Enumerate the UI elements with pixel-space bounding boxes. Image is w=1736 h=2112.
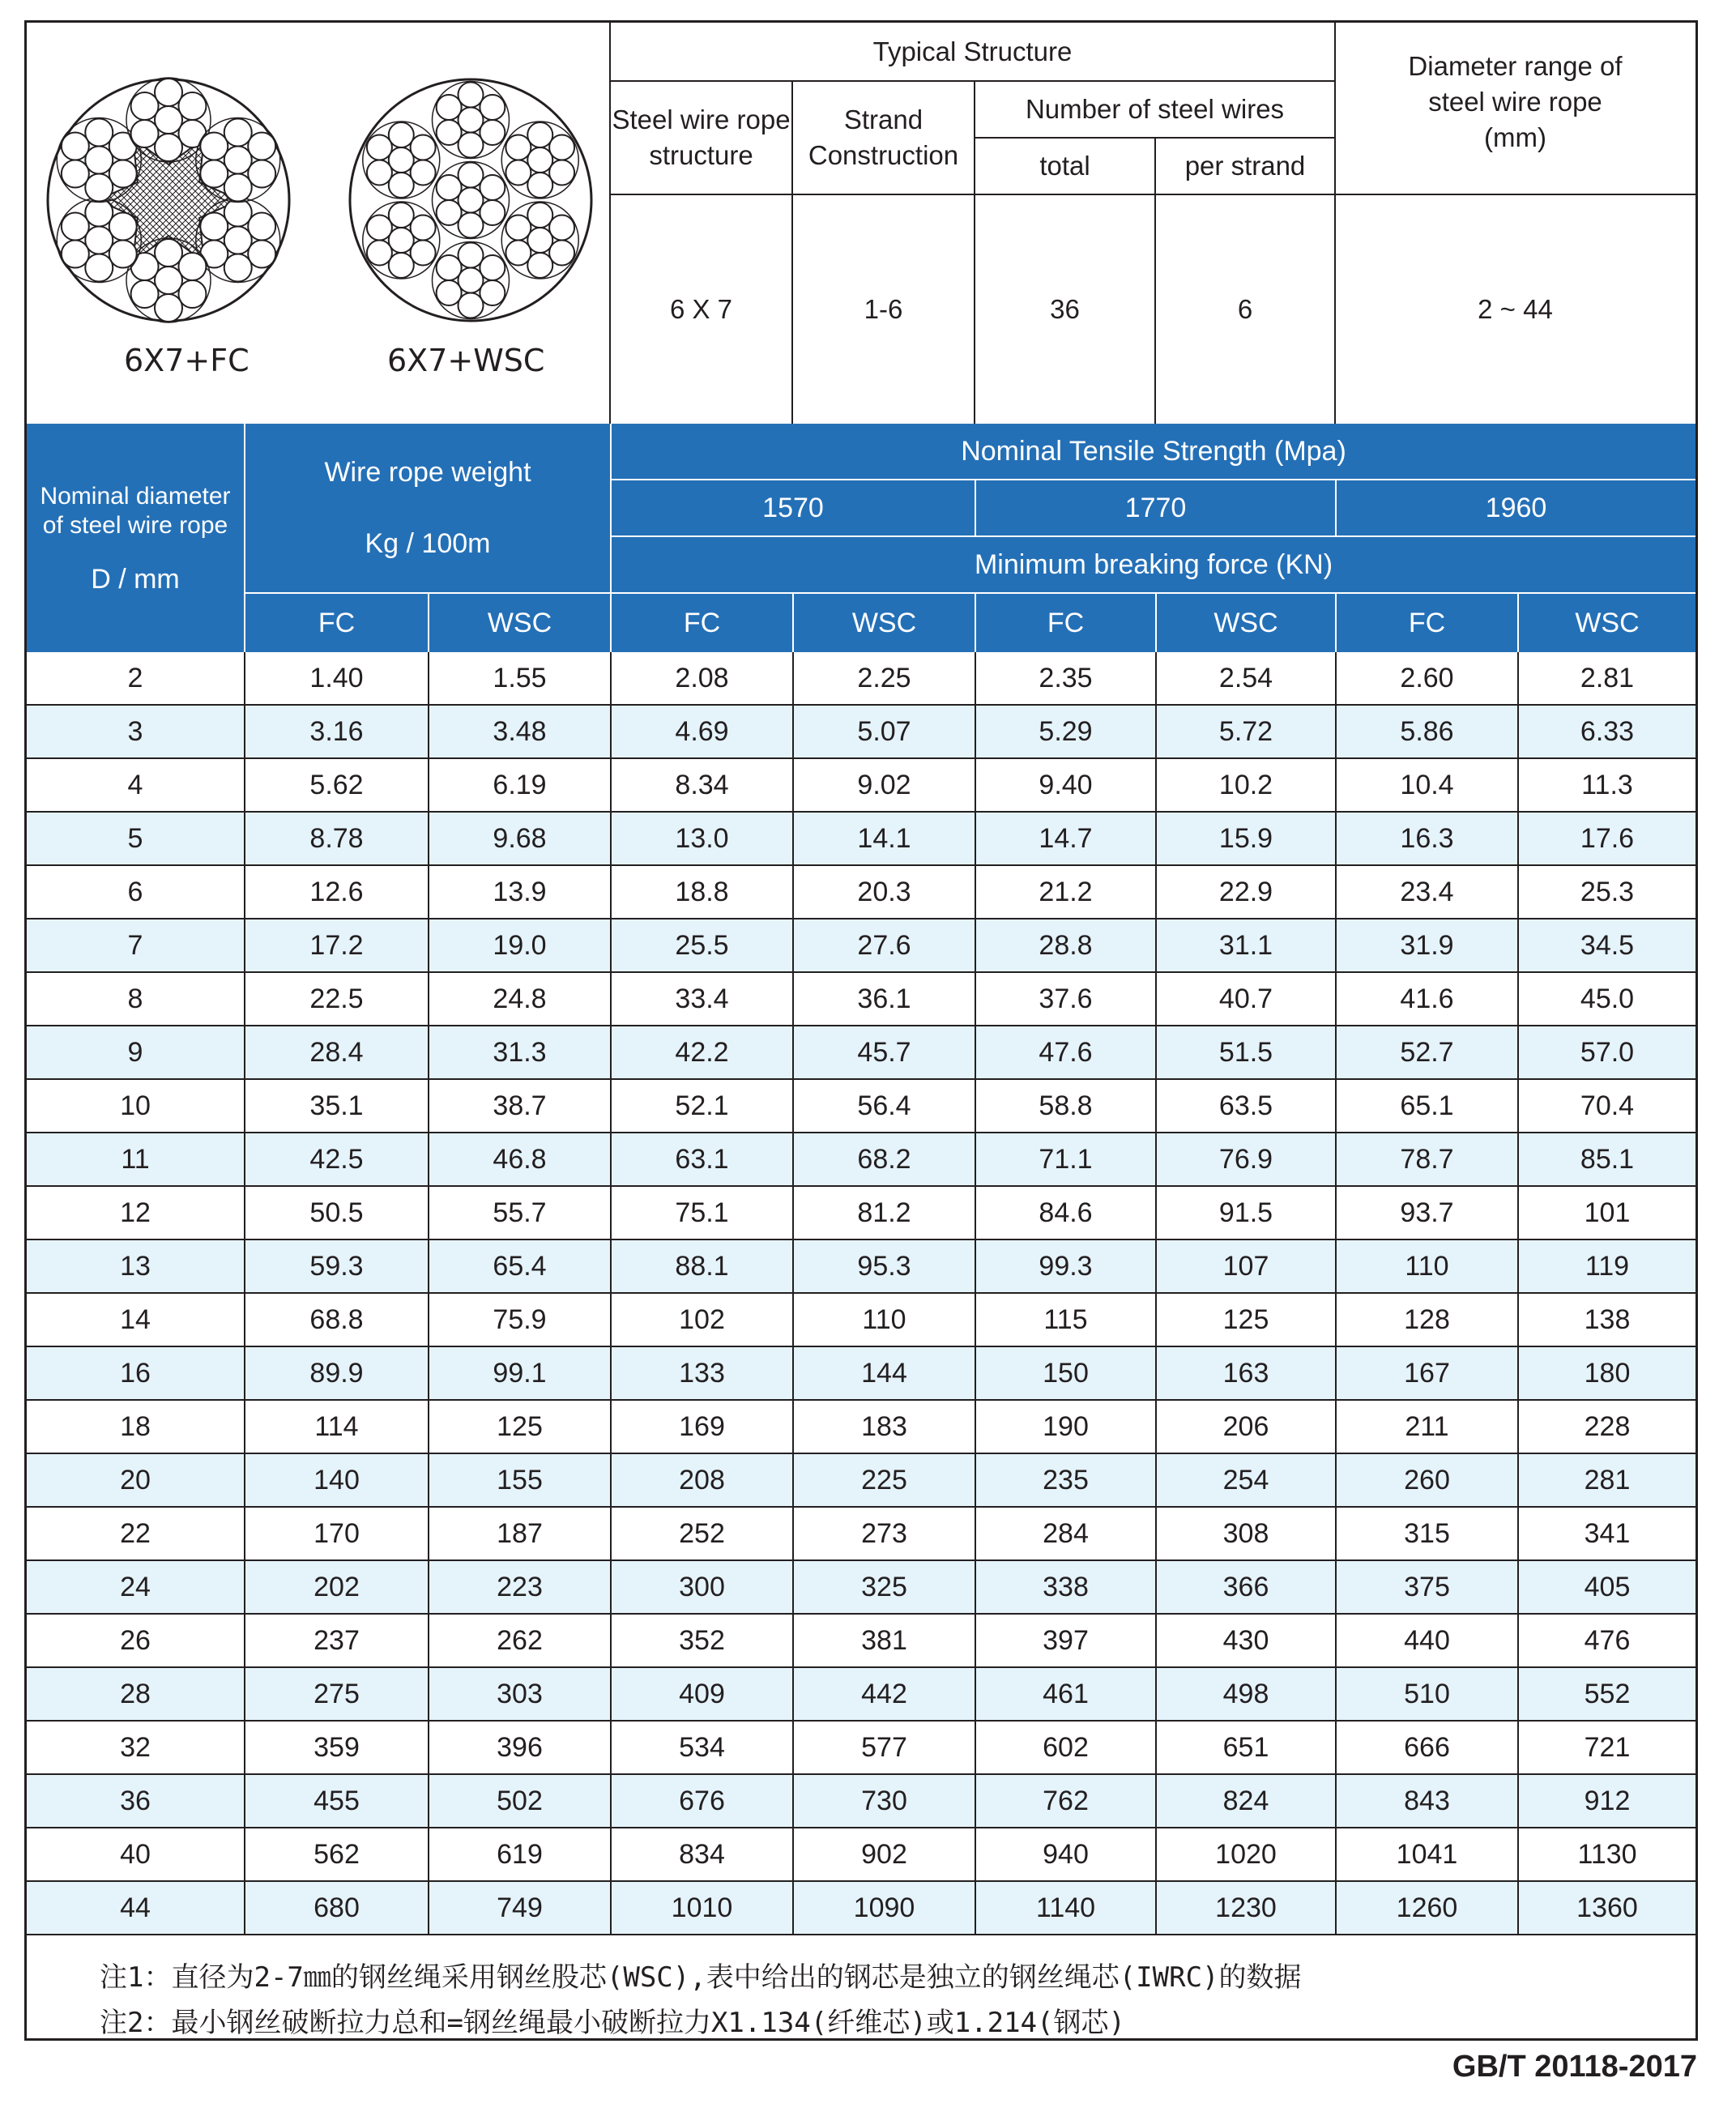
cell-1570-fc: 13.0: [612, 813, 794, 864]
rope-structure-header: [610, 81, 792, 194]
cell-1570-wsc: 2.25: [794, 652, 976, 704]
cell-1570-wsc: 56.4: [794, 1080, 976, 1132]
cell-diameter: 18: [27, 1401, 245, 1453]
cell-diameter: 6: [27, 866, 245, 918]
cell-weight-wsc: 6.19: [429, 759, 612, 811]
spec-sheet: [24, 20, 1698, 2041]
cell-1570-wsc: 442: [794, 1668, 976, 1720]
cell-diameter: 16: [27, 1347, 245, 1399]
strand-construction-header-line2: Construction: [808, 140, 959, 170]
cell-1570-fc: 63.1: [612, 1133, 794, 1185]
cell-weight-wsc: 46.8: [429, 1133, 612, 1185]
table-header: [27, 424, 1695, 652]
cell-1770-wsc: 651: [1157, 1722, 1337, 1773]
notes: [27, 1937, 1695, 2038]
grade-1960-wsc-header: WSC: [1575, 608, 1640, 638]
cell-1770-fc: 150: [976, 1347, 1157, 1399]
cell-1960-wsc: 552: [1584, 1678, 1631, 1709]
table-row: [27, 1347, 1695, 1401]
rope-structure-header-line1: Steel wire rope: [612, 105, 791, 134]
cell-1770-wsc: 15.9: [1157, 813, 1337, 864]
per-strand-header: per strand: [1184, 151, 1306, 181]
cell-1770-wsc: 22.9: [1157, 866, 1337, 918]
cell-1960-wsc: 1130: [1577, 1838, 1637, 1870]
cell-1960-fc: 10.4: [1337, 759, 1519, 811]
cell-weight-wsc: 1.55: [429, 652, 612, 704]
cell-1770-fc: 47.6: [976, 1026, 1157, 1078]
cell-1570-fc: 133: [612, 1347, 794, 1399]
table-row: [27, 1240, 1695, 1294]
weight-header-line1: Wire rope weight: [324, 457, 531, 488]
total-value: 36: [1050, 293, 1080, 324]
diameter-range-header-line1: Diameter range of: [1408, 51, 1623, 81]
cell-weight-wsc: 65.4: [429, 1240, 612, 1292]
cell-1770-wsc: 1020: [1157, 1828, 1337, 1880]
cell-1960-wsc: 2.81: [1580, 662, 1635, 693]
weight-header-line2: Kg / 100m: [365, 528, 491, 559]
table-row: [27, 1133, 1695, 1187]
cell-1770-fc: 9.40: [976, 759, 1157, 811]
table-row: [27, 1080, 1695, 1133]
cell-1770-fc: 284: [976, 1508, 1157, 1559]
cell-diameter: 2: [27, 652, 245, 704]
cell-weight-fc: 140: [245, 1454, 429, 1506]
cell-1960-fc: 375: [1337, 1561, 1519, 1613]
min-breaking-force-header: Minimum breaking force (KN): [974, 549, 1333, 580]
cell-1770-fc: 14.7: [976, 813, 1157, 864]
diameter-range-header-line2: steel wire rope: [1428, 87, 1602, 117]
cell-1570-wsc: 5.07: [794, 706, 976, 757]
table-row: [27, 1615, 1695, 1668]
cell-diameter: 12: [27, 1187, 245, 1239]
cell-1570-wsc: 144: [794, 1347, 976, 1399]
cell-1770-fc: 21.2: [976, 866, 1157, 918]
cell-weight-fc: 68.8: [245, 1294, 429, 1346]
cell-1960-fc: 440: [1337, 1615, 1519, 1666]
total-header: total: [1039, 151, 1090, 181]
cell-1770-wsc: 107: [1157, 1240, 1337, 1292]
cell-1960-fc: 167: [1337, 1347, 1519, 1399]
cell-1770-wsc: 206: [1157, 1401, 1337, 1453]
standard-code: GB/T 20118-2017: [1452, 2050, 1697, 2084]
cell-1770-fc: 602: [976, 1722, 1157, 1773]
cell-weight-fc: 562: [245, 1828, 429, 1880]
cell-weight-wsc: 187: [429, 1508, 612, 1559]
table-row: [27, 652, 1695, 706]
cell-diameter: 32: [27, 1722, 245, 1773]
cell-1960-fc: 1260: [1337, 1882, 1519, 1934]
cell-1770-wsc: 91.5: [1157, 1187, 1337, 1239]
cell-weight-fc: 17.2: [245, 919, 429, 971]
cell-weight-wsc: 619: [429, 1828, 612, 1880]
cell-weight-wsc: 262: [429, 1615, 612, 1666]
cell-1960-fc: 5.86: [1337, 706, 1519, 757]
cell-1960-fc: 510: [1337, 1668, 1519, 1720]
cell-1960-fc: 78.7: [1337, 1133, 1519, 1185]
cell-1770-fc: 37.6: [976, 973, 1157, 1025]
cell-1770-fc: 99.3: [976, 1240, 1157, 1292]
cell-weight-fc: 50.5: [245, 1187, 429, 1239]
cell-1570-wsc: 325: [794, 1561, 976, 1613]
cell-diameter: 7: [27, 919, 245, 971]
cell-1960-wsc: 85.1: [1580, 1143, 1635, 1175]
table-row: [27, 1561, 1695, 1615]
cell-weight-wsc: 99.1: [429, 1347, 612, 1399]
cell-1770-wsc: 308: [1157, 1508, 1337, 1559]
cell-1770-wsc: 430: [1157, 1615, 1337, 1666]
nominal-diameter-line1: Nominal diameter: [40, 483, 231, 510]
cell-1960-fc: 843: [1337, 1775, 1519, 1827]
cell-1960-wsc: 476: [1584, 1624, 1631, 1656]
table-row: [27, 1026, 1695, 1080]
cell-weight-wsc: 9.68: [429, 813, 612, 864]
table-row: [27, 1775, 1695, 1828]
cell-diameter: 14: [27, 1294, 245, 1346]
table-row: [27, 1401, 1695, 1454]
table-row: [27, 973, 1695, 1026]
cell-1960-wsc: 721: [1584, 1731, 1631, 1763]
cell-1770-fc: 190: [976, 1401, 1157, 1453]
cell-weight-fc: 3.16: [245, 706, 429, 757]
grade-1960: 1960: [1485, 493, 1547, 523]
cell-1770-fc: 762: [976, 1775, 1157, 1827]
cell-1570-fc: 676: [612, 1775, 794, 1827]
cell-1960-fc: 260: [1337, 1454, 1519, 1506]
cell-1770-fc: 115: [976, 1294, 1157, 1346]
cell-1570-fc: 42.2: [612, 1026, 794, 1078]
cell-1960-wsc: 341: [1584, 1517, 1631, 1549]
cell-1570-fc: 409: [612, 1668, 794, 1720]
grade-1770-fc-header: FC: [1047, 608, 1085, 638]
cell-diameter: 3: [27, 706, 245, 757]
cell-weight-wsc: 396: [429, 1722, 612, 1773]
cell-weight-wsc: 31.3: [429, 1026, 612, 1078]
cell-1960-fc: 1041: [1337, 1828, 1519, 1880]
cell-1770-fc: 461: [976, 1668, 1157, 1720]
cell-weight-wsc: 38.7: [429, 1080, 612, 1132]
cell-1770-fc: 2.35: [976, 652, 1157, 704]
cell-1770-wsc: 254: [1157, 1454, 1337, 1506]
cell-weight-fc: 8.78: [245, 813, 429, 864]
cell-diameter: 40: [27, 1828, 245, 1880]
cell-1770-wsc: 125: [1157, 1294, 1337, 1346]
cell-1570-fc: 75.1: [612, 1187, 794, 1239]
cell-1570-fc: 33.4: [612, 973, 794, 1025]
rope-structure-header-line2: structure: [649, 140, 753, 170]
cell-1960-wsc: 6.33: [1580, 715, 1635, 747]
cell-1960-fc: 315: [1337, 1508, 1519, 1559]
cell-weight-fc: 359: [245, 1722, 429, 1773]
table-row: [27, 1508, 1695, 1561]
cell-1960-fc: 31.9: [1337, 919, 1519, 971]
cell-1770-wsc: 498: [1157, 1668, 1337, 1720]
cell-1770-wsc: 5.72: [1157, 706, 1337, 757]
grade-1770-wsc-header: WSC: [1213, 608, 1278, 638]
table-row: [27, 1668, 1695, 1722]
cell-weight-fc: 42.5: [245, 1133, 429, 1185]
cell-1960-wsc: 119: [1585, 1250, 1630, 1282]
cell-diameter: 5: [27, 813, 245, 864]
cell-1960-fc: 52.7: [1337, 1026, 1519, 1078]
cell-weight-wsc: 24.8: [429, 973, 612, 1025]
cell-1570-wsc: 902: [794, 1828, 976, 1880]
cell-weight-wsc: 155: [429, 1454, 612, 1506]
number-of-wires-header: Number of steel wires: [1025, 94, 1285, 124]
cell-1570-wsc: 577: [794, 1722, 976, 1773]
cell-weight-fc: 28.4: [245, 1026, 429, 1078]
cell-diameter: 44: [27, 1882, 245, 1934]
diameter-range-header-line3: (mm): [1484, 122, 1546, 152]
cell-1770-wsc: 1230: [1157, 1882, 1337, 1934]
cell-1570-fc: 834: [612, 1828, 794, 1880]
cell-1770-fc: 1140: [976, 1882, 1157, 1934]
cell-weight-wsc: 749: [429, 1882, 612, 1934]
cell-1960-wsc: 912: [1584, 1785, 1631, 1816]
table-row: [27, 1882, 1695, 1935]
table-row: [27, 813, 1695, 866]
weight-header: [245, 424, 610, 592]
cell-1770-fc: 84.6: [976, 1187, 1157, 1239]
cell-1770-wsc: 366: [1157, 1561, 1337, 1613]
cell-1960-wsc: 138: [1584, 1303, 1631, 1335]
cell-1570-wsc: 730: [794, 1775, 976, 1827]
grade-1570-fc-header: FC: [683, 608, 721, 638]
cell-diameter: 13: [27, 1240, 245, 1292]
cell-diameter: 24: [27, 1561, 245, 1613]
cell-weight-fc: 89.9: [245, 1347, 429, 1399]
tensile-strength-header: Nominal Tensile Strength (Mpa): [961, 436, 1346, 467]
cell-1570-wsc: 14.1: [794, 813, 976, 864]
cell-weight-wsc: 125: [429, 1401, 612, 1453]
cell-1570-wsc: 45.7: [794, 1026, 976, 1078]
cell-1960-wsc: 25.3: [1580, 876, 1635, 907]
cell-diameter: 22: [27, 1508, 245, 1559]
table-row: [27, 706, 1695, 759]
nominal-diameter-line2: of steel wire rope: [42, 512, 228, 539]
cell-1770-fc: 338: [976, 1561, 1157, 1613]
cell-1570-wsc: 273: [794, 1508, 976, 1559]
cell-1570-fc: 25.5: [612, 919, 794, 971]
cell-1570-fc: 352: [612, 1615, 794, 1666]
cell-weight-wsc: 13.9: [429, 866, 612, 918]
cell-1770-wsc: 31.1: [1157, 919, 1337, 971]
cell-1570-wsc: 68.2: [794, 1133, 976, 1185]
note-2: 注2：最小钢丝破断拉力总和=钢丝绳最小破断拉力X1.134(纤维芯)或1.214(钢芯): [100, 2007, 1125, 2039]
grade-1770: 1770: [1124, 493, 1187, 523]
cell-diameter: 8: [27, 973, 245, 1025]
cell-weight-wsc: 502: [429, 1775, 612, 1827]
cell-weight-fc: 202: [245, 1561, 429, 1613]
grade-1960-fc-header: FC: [1408, 608, 1446, 638]
typical-structure-title: Typical Structure: [872, 36, 1073, 66]
nominal-diameter-unit: D / mm: [91, 564, 180, 595]
cell-1960-wsc: 57.0: [1580, 1036, 1635, 1068]
cell-weight-wsc: 223: [429, 1561, 612, 1613]
cell-diameter: 4: [27, 759, 245, 811]
cell-1770-fc: 58.8: [976, 1080, 1157, 1132]
cell-weight-fc: 22.5: [245, 973, 429, 1025]
cell-weight-fc: 12.6: [245, 866, 429, 918]
cell-1570-wsc: 183: [794, 1401, 976, 1453]
cell-1570-fc: 169: [612, 1401, 794, 1453]
cell-1570-fc: 52.1: [612, 1080, 794, 1132]
cell-weight-fc: 170: [245, 1508, 429, 1559]
cell-1960-wsc: 70.4: [1580, 1090, 1635, 1121]
table-row: [27, 1187, 1695, 1240]
cell-1570-wsc: 381: [794, 1615, 976, 1666]
cell-1960-fc: 2.60: [1337, 652, 1519, 704]
cell-1570-fc: 88.1: [612, 1240, 794, 1292]
cell-1960-wsc: 11.3: [1581, 769, 1633, 800]
cell-1770-fc: 5.29: [976, 706, 1157, 757]
table-row: [27, 1294, 1695, 1347]
cell-1570-wsc: 1090: [794, 1882, 976, 1934]
cell-1570-fc: 252: [612, 1508, 794, 1559]
table-row: [27, 1828, 1695, 1882]
cell-1960-wsc: 180: [1584, 1357, 1631, 1389]
diameter-range-header: [1335, 23, 1695, 194]
cell-1960-wsc: 45.0: [1580, 983, 1635, 1014]
cell-diameter: 28: [27, 1668, 245, 1720]
cell-diameter: 36: [27, 1775, 245, 1827]
cell-weight-fc: 275: [245, 1668, 429, 1720]
cell-diameter: 10: [27, 1080, 245, 1132]
fc-caption: 6X7+FC: [124, 343, 250, 378]
cell-1960-fc: 128: [1337, 1294, 1519, 1346]
cell-weight-wsc: 55.7: [429, 1187, 612, 1239]
cell-diameter: 20: [27, 1454, 245, 1506]
cell-1570-wsc: 9.02: [794, 759, 976, 811]
cell-1570-fc: 4.69: [612, 706, 794, 757]
cell-1770-fc: 940: [976, 1828, 1157, 1880]
cell-weight-wsc: 3.48: [429, 706, 612, 757]
cell-1960-fc: 23.4: [1337, 866, 1519, 918]
cell-1570-fc: 18.8: [612, 866, 794, 918]
note-1: 注1：直径为2-7㎜的钢丝绳采用钢丝股芯(WSC),表中给出的钢芯是独立的钢丝绳芯(IWRC)的数据: [100, 1961, 1302, 1994]
structure-value: 6 X 7: [669, 293, 733, 324]
cell-1770-wsc: 824: [1157, 1775, 1337, 1827]
cell-1770-wsc: 51.5: [1157, 1026, 1337, 1078]
cell-1960-fc: 110: [1337, 1240, 1519, 1292]
cell-diameter: 26: [27, 1615, 245, 1666]
cell-1570-wsc: 27.6: [794, 919, 976, 971]
cell-1770-wsc: 2.54: [1157, 652, 1337, 704]
cell-weight-wsc: 19.0: [429, 919, 612, 971]
cell-1570-wsc: 20.3: [794, 866, 976, 918]
cell-1570-fc: 300: [612, 1561, 794, 1613]
weight-wsc-header: WSC: [487, 608, 552, 638]
cell-1960-wsc: 405: [1584, 1571, 1631, 1602]
cell-1570-fc: 208: [612, 1454, 794, 1506]
per-strand-value: 6: [1237, 293, 1253, 324]
weight-fc-header: FC: [318, 608, 356, 638]
cell-1570-wsc: 81.2: [794, 1187, 976, 1239]
nominal-diameter-header: [27, 424, 244, 652]
table-row: [27, 1454, 1695, 1508]
strand-construction-header-line1: Strand: [843, 105, 923, 134]
cell-1770-fc: 28.8: [976, 919, 1157, 971]
cell-1960-fc: 41.6: [1337, 973, 1519, 1025]
cell-weight-fc: 455: [245, 1775, 429, 1827]
cell-1960-wsc: 17.6: [1580, 822, 1635, 854]
cell-weight-fc: 35.1: [245, 1080, 429, 1132]
strand-value: 1-6: [864, 293, 903, 324]
cell-1770-wsc: 163: [1157, 1347, 1337, 1399]
cell-weight-fc: 680: [245, 1882, 429, 1934]
cell-weight-fc: 114: [245, 1401, 429, 1453]
cell-1770-fc: 235: [976, 1454, 1157, 1506]
cell-1960-wsc: 228: [1584, 1410, 1631, 1442]
cell-weight-fc: 5.62: [245, 759, 429, 811]
cell-1960-fc: 666: [1337, 1722, 1519, 1773]
grade-1570-wsc-header: WSC: [851, 608, 917, 638]
cell-1570-fc: 1010: [612, 1882, 794, 1934]
cell-weight-wsc: 75.9: [429, 1294, 612, 1346]
cell-1960-fc: 211: [1337, 1401, 1519, 1453]
cell-1960-wsc: 34.5: [1580, 929, 1635, 961]
cell-1570-fc: 534: [612, 1722, 794, 1773]
table-row: [27, 919, 1695, 973]
table-row: [27, 866, 1695, 919]
cell-diameter: 11: [27, 1133, 245, 1185]
cell-1570-fc: 2.08: [612, 652, 794, 704]
cell-weight-fc: 59.3: [245, 1240, 429, 1292]
cell-1770-wsc: 76.9: [1157, 1133, 1337, 1185]
grade-1570: 1570: [762, 493, 824, 523]
cell-1960-wsc: 101: [1584, 1197, 1631, 1228]
cell-1570-fc: 102: [612, 1294, 794, 1346]
cell-1960-fc: 16.3: [1337, 813, 1519, 864]
table-row: [27, 759, 1695, 813]
diameter-value: 2 ~ 44: [1478, 293, 1553, 324]
cell-1570-wsc: 36.1: [794, 973, 976, 1025]
cell-1570-wsc: 110: [794, 1294, 976, 1346]
table-row: [27, 1722, 1695, 1775]
cell-weight-fc: 237: [245, 1615, 429, 1666]
cell-1770-fc: 397: [976, 1615, 1157, 1666]
cell-1770-wsc: 10.2: [1157, 759, 1337, 811]
cell-1770-wsc: 40.7: [1157, 973, 1337, 1025]
cell-weight-fc: 1.40: [245, 652, 429, 704]
wsc-caption: 6X7+WSC: [387, 343, 545, 378]
cell-weight-wsc: 303: [429, 1668, 612, 1720]
cell-1570-wsc: 225: [794, 1454, 976, 1506]
cell-diameter: 9: [27, 1026, 245, 1078]
cell-1960-wsc: 1360: [1576, 1892, 1638, 1923]
cell-1960-fc: 65.1: [1337, 1080, 1519, 1132]
cell-1960-fc: 93.7: [1337, 1187, 1519, 1239]
cell-1770-fc: 71.1: [976, 1133, 1157, 1185]
strand-construction-header: [792, 81, 975, 194]
structure-block: [27, 23, 1695, 424]
cell-1570-wsc: 95.3: [794, 1240, 976, 1292]
cell-1770-wsc: 63.5: [1157, 1080, 1337, 1132]
cell-1960-wsc: 281: [1584, 1464, 1631, 1495]
cell-1570-fc: 8.34: [612, 759, 794, 811]
